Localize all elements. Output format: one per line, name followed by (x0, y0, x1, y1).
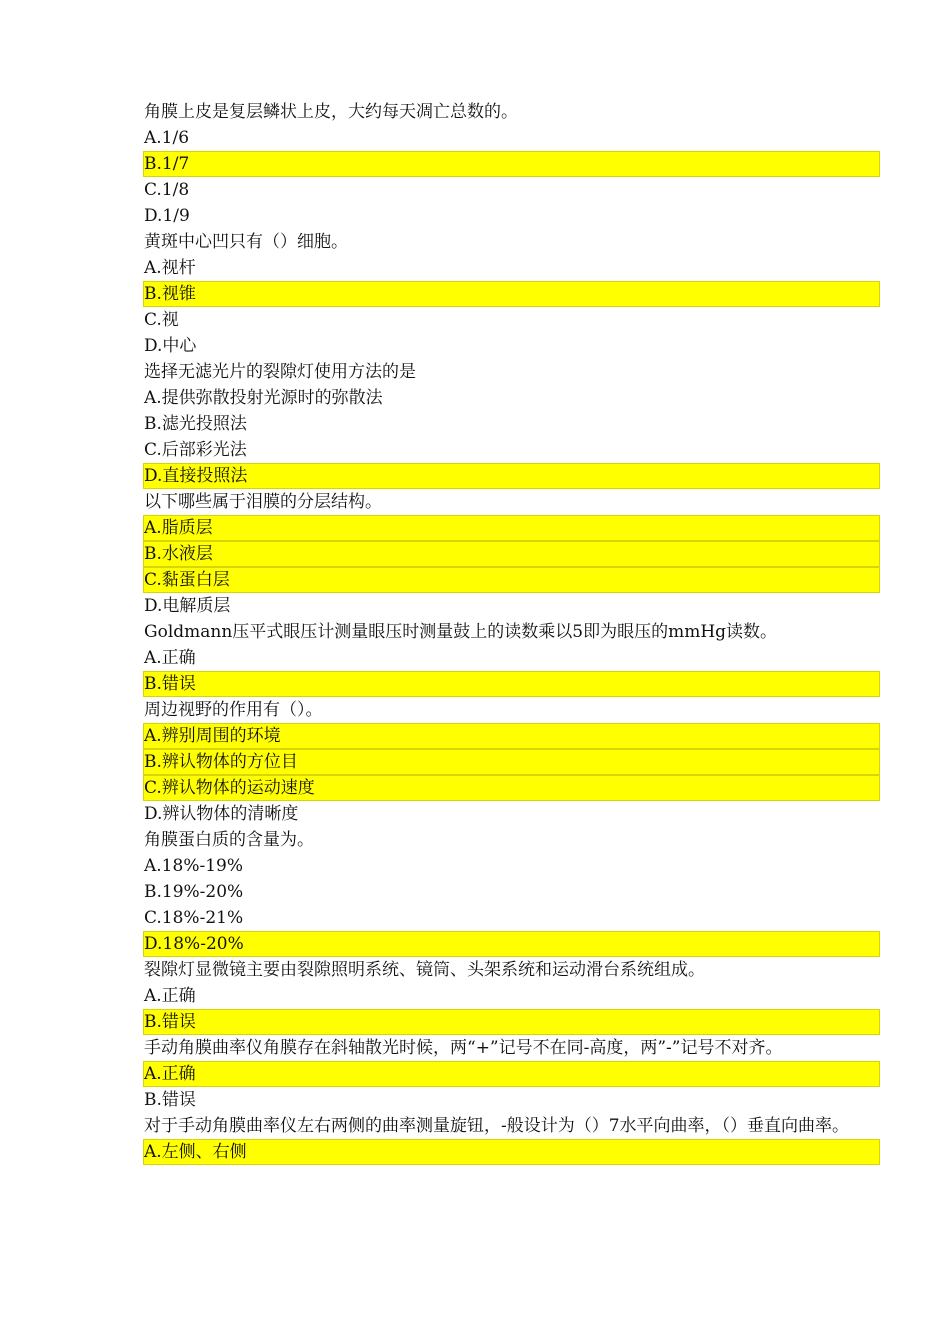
question-text: 黄斑中心凹只有（）细胞。 (144, 232, 348, 252)
answer-option: A.正确 (144, 648, 196, 668)
answer-option: A.1/6 (144, 128, 190, 148)
answer-option-correct: A.脂质层 (143, 515, 880, 541)
question-text: 对于手动角膜曲率仪左右两侧的曲率测量旋钮，-般设计为（）7水平向曲率，（）垂直向曲率。 (144, 1116, 850, 1136)
answer-option: A.视杆 (144, 258, 196, 278)
answer-option: B.滤光投照法 (144, 414, 247, 434)
answer-option-correct: B.错误 (143, 1009, 880, 1035)
question-text: 裂隙灯显微镜主要由裂隙照明系统、镜筒、头架系统和运动滑台系统组成。 (144, 960, 705, 980)
answer-option: C.视 (144, 310, 179, 330)
answer-option: D.中心 (144, 336, 197, 356)
answer-option-correct: D.18%-20% (143, 931, 880, 957)
answer-option: B.错误 (144, 1090, 196, 1110)
answer-option-correct: A.左侧、右侧 (143, 1139, 880, 1165)
answer-option-correct: B.错误 (143, 671, 880, 697)
answer-option: A.正确 (144, 986, 196, 1006)
answer-option: A.18%-19% (144, 856, 243, 876)
answer-option-correct: B.水液层 (143, 541, 880, 567)
answer-option: C.1/8 (144, 180, 190, 200)
answer-option: D.电解质层 (144, 596, 231, 616)
question-text: 角膜上皮是复层鳞状上皮，大约每天凋亡总数的。 (144, 102, 518, 122)
answer-option: D.1/9 (144, 206, 190, 226)
question-text: 角膜蛋白质的含量为。 (144, 830, 314, 850)
question-text: 周边视野的作用有（）。 (144, 700, 323, 720)
answer-option-correct: B.视锥 (143, 281, 880, 307)
answer-option-correct: D.直接投照法 (143, 463, 880, 489)
question-text: 手动角膜曲率仪角膜存在斜轴散光时候，两“+”记号不在同-高度，两”-”记号不对齐。 (144, 1038, 783, 1058)
answer-option-correct: B.1/7 (143, 151, 880, 177)
document-page (143, 99, 880, 1165)
answer-option-correct: C.辨认物体的运动速度 (143, 775, 880, 801)
answer-option: C.18%-21% (144, 908, 244, 928)
answer-option-correct: C.黏蛋白层 (143, 567, 880, 593)
answer-option: C.后部彩光法 (144, 440, 247, 460)
answer-option-correct: B.辨认物体的方位目 (143, 749, 880, 775)
question-text: 以下哪些属于泪膜的分层结构。 (144, 492, 382, 512)
question-text: Goldmann压平式眼压计测量眼压时测量鼓上的读数乘以5即为眼压的mmHg读数。 (144, 622, 778, 642)
answer-option-correct: A.辨别周围的环境 (143, 723, 880, 749)
answer-option: A.提供弥散投射光源时的弥散法 (144, 388, 383, 408)
answer-option: B.19%-20% (144, 882, 244, 902)
answer-option: D.辨认物体的清晰度 (144, 804, 299, 824)
answer-option-correct: A.正确 (143, 1061, 880, 1087)
question-text: 选择无滤光片的裂隙灯使用方法的是 (144, 362, 416, 382)
